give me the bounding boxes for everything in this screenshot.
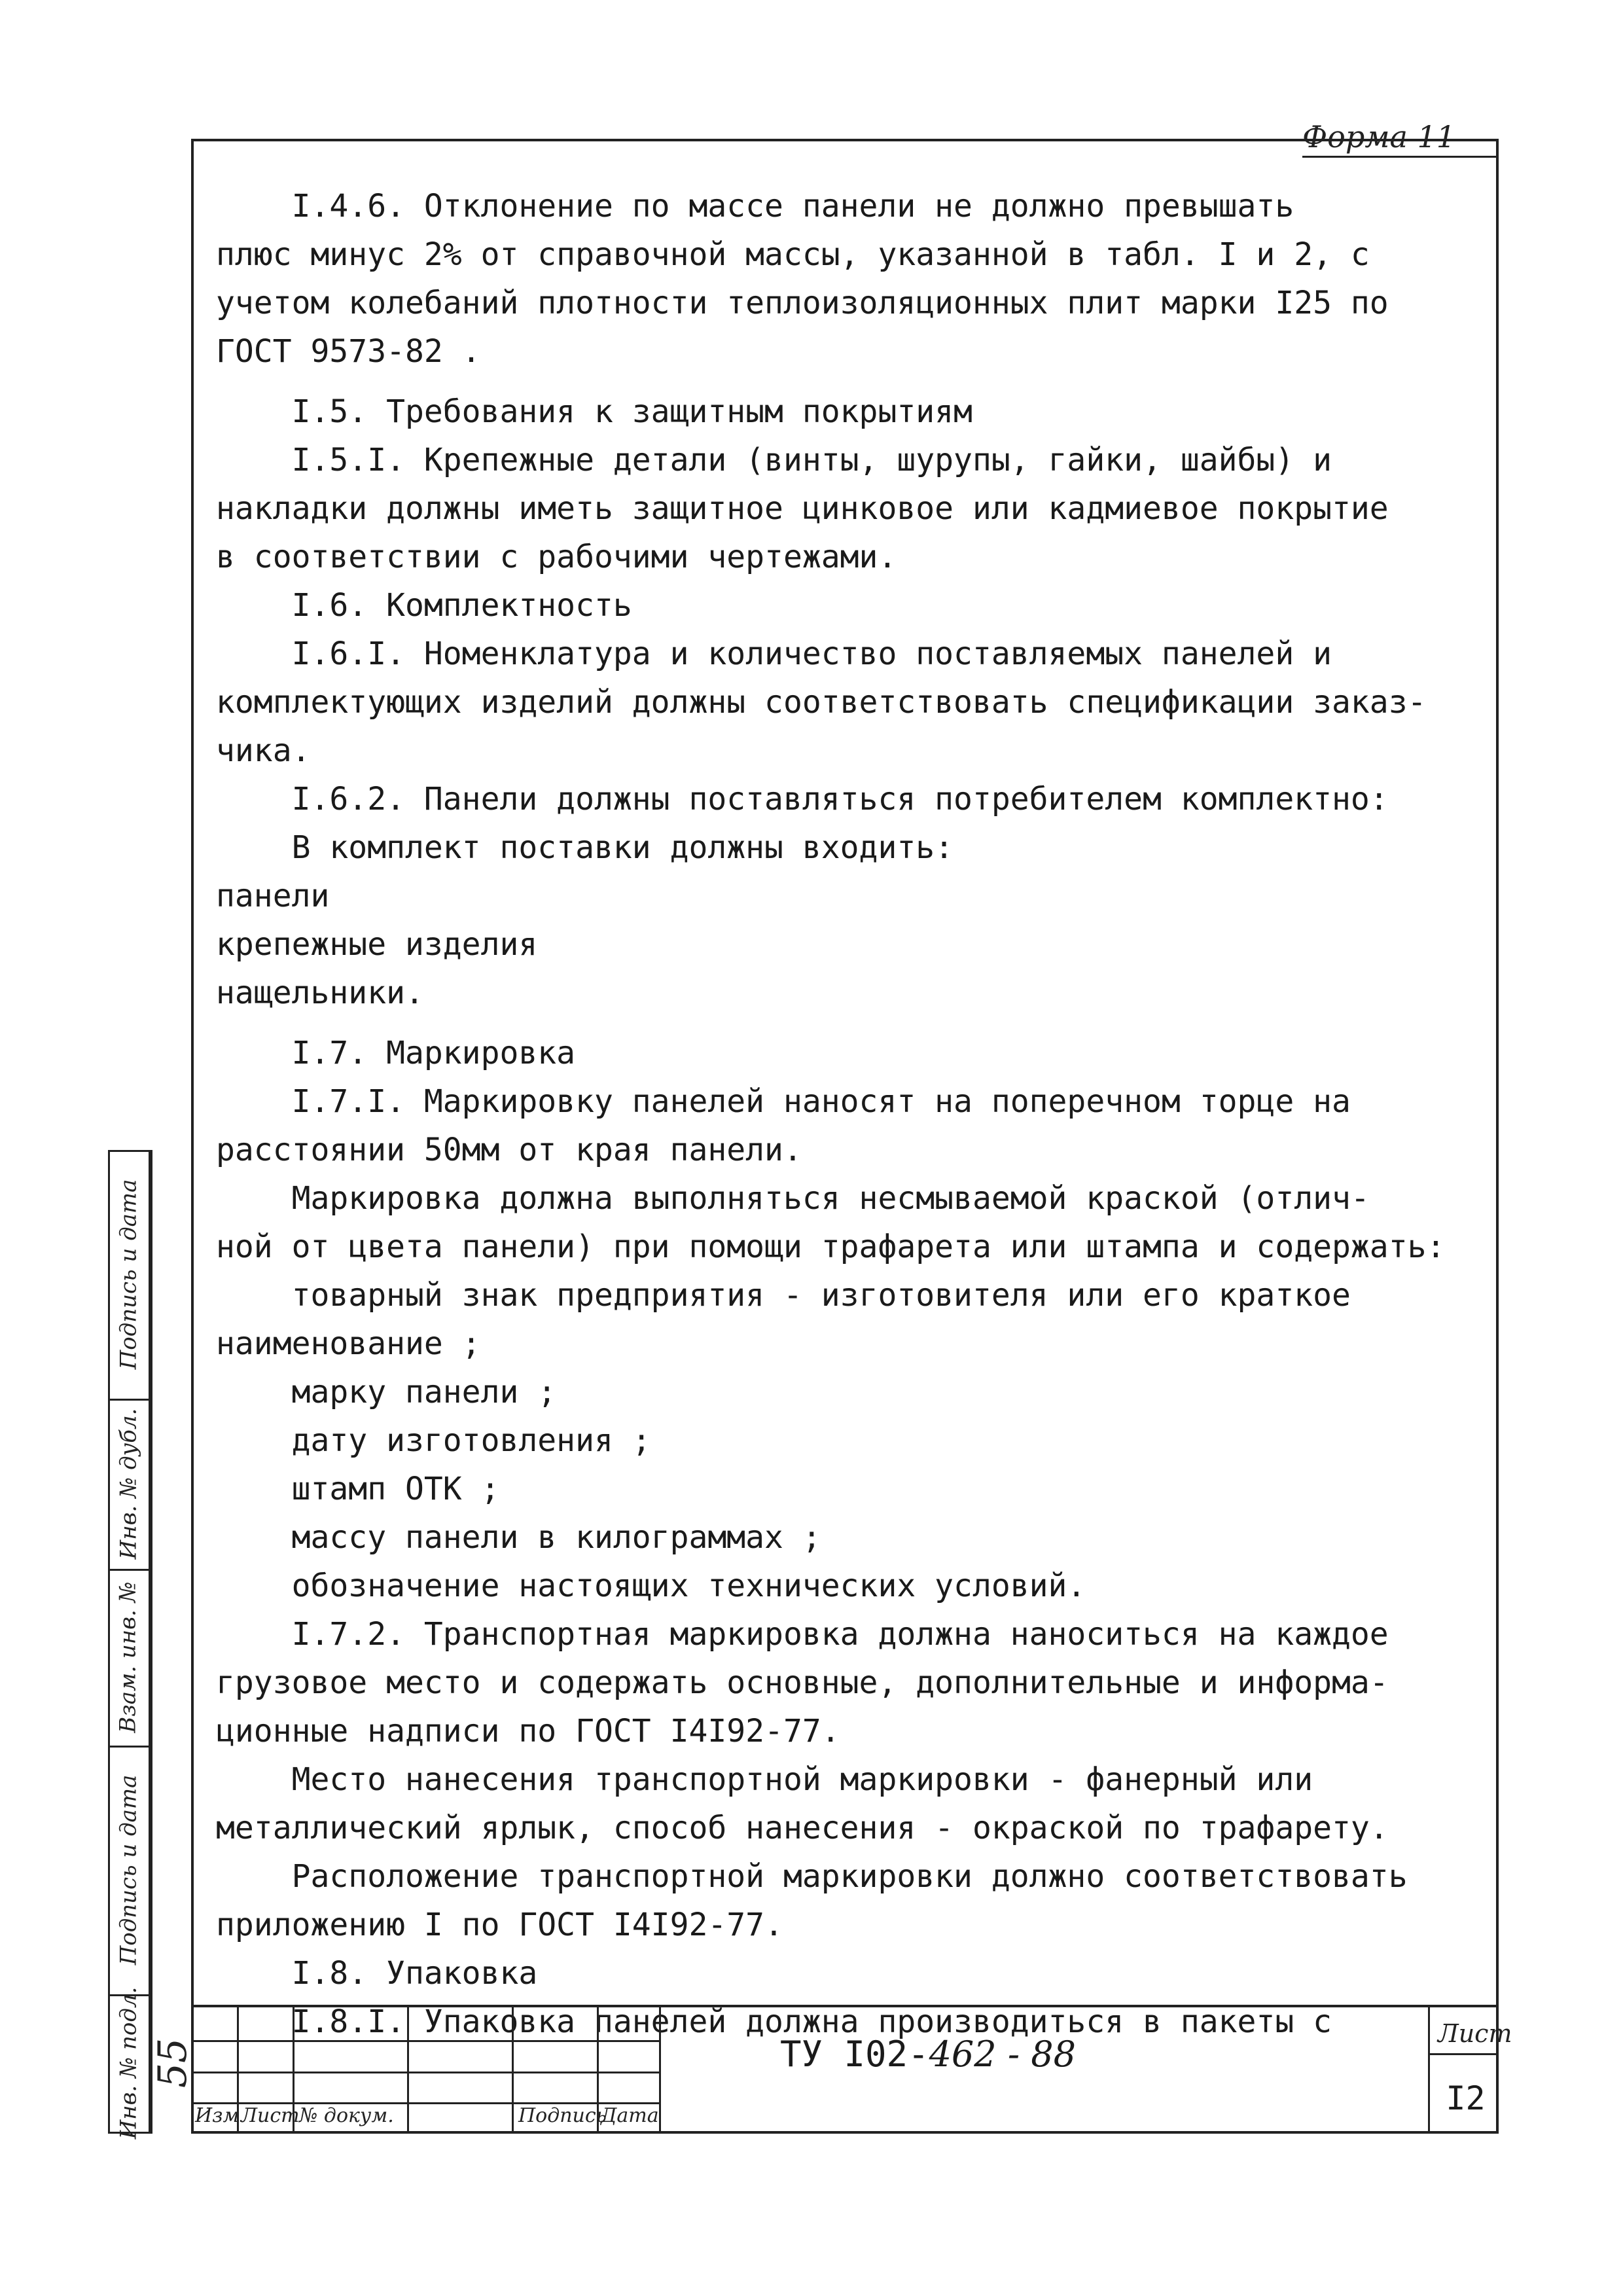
text-line: ной от цвета панели) при помощи трафарета или штампа и содержать: — [216, 1229, 1446, 1265]
title-block-divider — [1428, 2007, 1430, 2134]
paragraph-gap — [216, 376, 1499, 387]
text-line: приложению I по ГОСТ I4I92-77. — [216, 1907, 783, 1943]
title-block-col-sheet: Лист — [241, 2104, 300, 2127]
text-line: I.7. Маркировка — [216, 1035, 576, 1071]
text-line: I.7.2. Транспортная маркировка должна наноситься на каждое — [216, 1616, 1389, 1653]
text-line: Место нанесения транспортной маркировки - фанерный или — [216, 1761, 1313, 1798]
title-block — [191, 2005, 1512, 2134]
document-code-handwritten: 462 - 88 — [929, 2034, 1076, 2075]
title-block-col-date: Дата — [601, 2104, 659, 2127]
text-line: массу панели в килограммах ; — [216, 1519, 821, 1556]
text-line: чика. — [216, 732, 311, 769]
text-line: штамп ОТК ; — [216, 1471, 500, 1507]
text-line: панели — [216, 878, 330, 914]
form-label: Форма 11 — [1302, 119, 1456, 154]
text-line: нащельники. — [216, 975, 424, 1011]
side-stamp-replacement-inv: Взам. инв. № — [115, 1581, 142, 1733]
title-block-divider — [407, 2007, 409, 2134]
title-block-sheet-divider — [1428, 2053, 1496, 2055]
text-line: дату изготовления ; — [216, 1422, 651, 1459]
text-line: комплектующих изделий должны соответствовать спецификации заказ- — [216, 684, 1427, 721]
title-block-divider — [191, 2007, 193, 2134]
side-stamp-inventory-number: 55 — [150, 2037, 196, 2089]
side-stamp-signature-date-1: Подпись и дата — [115, 1179, 142, 1370]
text-line: I.8.I. Упаковка панелей должна производиться в пакеты с — [216, 2003, 1332, 2040]
sheet-number: I2 — [1446, 2079, 1486, 2117]
text-line: I.6. Комплектность — [216, 587, 632, 624]
title-block-col-signature: Подпись — [518, 2104, 607, 2127]
document-code-prefix: ТУ I02- — [780, 2034, 929, 2075]
text-line: крепежные изделия — [216, 926, 538, 963]
document-code — [780, 2034, 1076, 2075]
text-line: В комплект поставки должны входить: — [216, 829, 954, 866]
text-line: I.6.I. Номенклатура и количество поставляемых панелей и — [216, 636, 1332, 672]
text-line: ционные надписи по ГОСТ I4I92-77. — [216, 1713, 840, 1749]
text-line: I.5.I. Крепежные детали (винты, шурупы, гайки, шайбы) и — [216, 442, 1332, 478]
title-block-col-change: Изм — [195, 2104, 240, 2127]
side-stamp-signature-date-2: Подпись и дата — [115, 1774, 142, 1965]
title-block-divider — [659, 2007, 661, 2134]
text-line: наименование ; — [216, 1325, 481, 1362]
text-line: плюс минус 2% от справочной массы, указанной в табл. I и 2, с — [216, 236, 1370, 273]
text-line: I.4.6. Отклонение по массе панели не должно превышать — [216, 188, 1294, 224]
text-line: I.6.2. Панели должны поставляться потребителем комплектно: — [216, 781, 1389, 817]
text-line: I.8. Упаковка — [216, 1955, 538, 1992]
title-block-col-doc-number: № докум. — [299, 2104, 394, 2127]
text-line: Расположение транспортной маркировки должно соответствовать — [216, 1858, 1408, 1895]
text-line: ГОСТ 9573-82 . — [216, 333, 481, 370]
side-stamp-original-inv: Инв. № подл. — [115, 1986, 141, 2140]
text-line: в соответствии с рабочими чертежами. — [216, 539, 897, 575]
text-line: марку панели ; — [216, 1374, 557, 1410]
text-line: учетом колебаний плотности теплоизоляционных плит марки I25 по — [216, 285, 1389, 321]
text-line: расстоянии 50мм от края панели. — [216, 1132, 802, 1168]
paragraph-gap — [216, 1017, 1499, 1029]
text-line: Маркировка должна выполняться несмываемой краской (отлич- — [216, 1180, 1370, 1217]
side-stamp — [108, 1150, 196, 2140]
text-line: I.5. Требования к защитным покрытиям — [216, 393, 972, 430]
sheet-label: Лист — [1438, 2019, 1512, 2048]
side-stamp-value-column — [149, 1150, 196, 2134]
title-block-row — [191, 2072, 659, 2073]
text-line: I.7.I. Маркировку панелей наносят на поперечном торце на — [216, 1083, 1351, 1120]
title-block-divider — [512, 2007, 514, 2134]
document-body — [216, 182, 1499, 2046]
text-line: товарный знак предприятия - изготовителя или его краткое — [216, 1277, 1351, 1314]
text-line: металлический ярлык, способ нанесения - окраской по трафарету. — [216, 1810, 1389, 1846]
text-line: грузовое место и содержать основные, дополнительные и информа- — [216, 1664, 1389, 1701]
side-stamp-duplicate-inv: Инв. № дубл. — [115, 1408, 142, 1560]
title-block-row — [191, 2040, 659, 2042]
text-line: обозначение настоящих технических условий. — [216, 1568, 1086, 1604]
text-line: накладки должны иметь защитное цинковое или кадмиевое покрытие — [216, 490, 1389, 527]
